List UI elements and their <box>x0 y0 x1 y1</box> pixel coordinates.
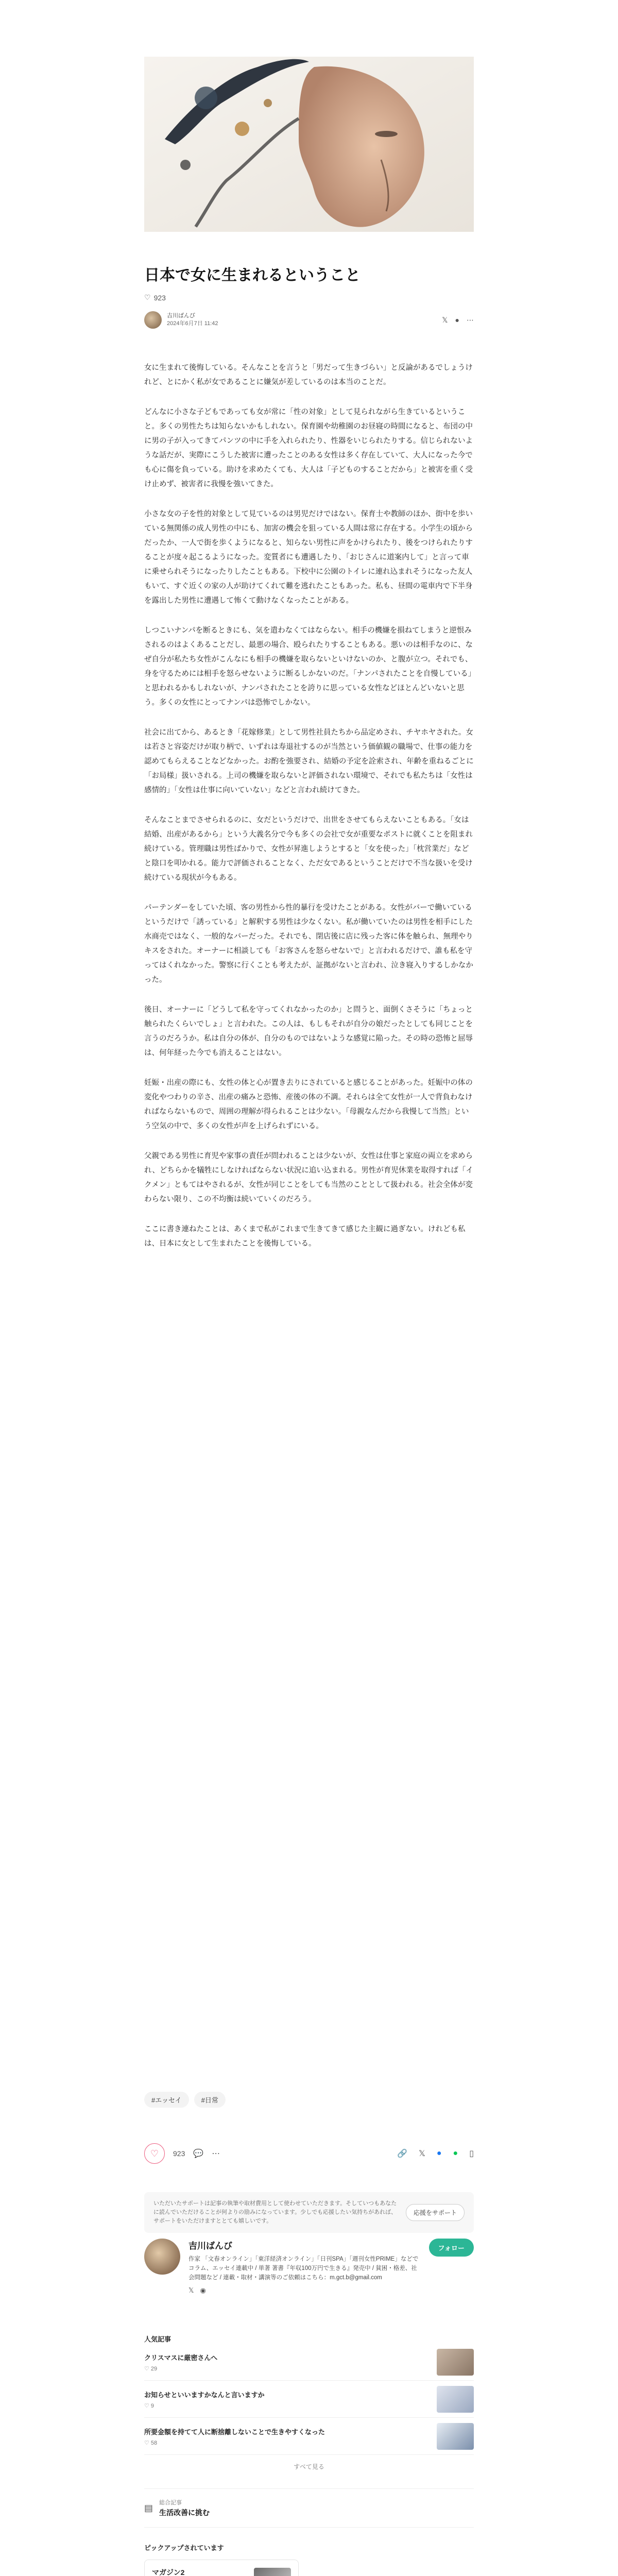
magazine-row[interactable] <box>144 2488 474 2528</box>
popular-item[interactable] <box>144 2344 474 2381</box>
publish-date: 2024年6月7日 11:42 <box>167 320 218 327</box>
article-paragraph: しつこいナンパを断るときにも、気を遣わなくてはならない。相手の機嫌を損ねてしまうと逆恨みされるのはよくあることだし、最悪の場合、殴られたりすることもある。悪いのは相手なのに、なぜ自分が私たち女性がこんなにも相手の機嫌を取らないといけないのか、と腹が立つ。それでも、身を守るためには相手を怒らせないように断るしかないのだ。「ナンパされたことを自慢している」と思われるかもしれないが、ナンパされたことを誇りに思っている女性などほとんどいないと思う。多くの女性にとってナンパは恐怖でしかない。 <box>144 626 473 707</box>
article-header <box>144 265 474 329</box>
magazine-icon: ▤ <box>144 2502 153 2513</box>
share-actions <box>397 2148 474 2159</box>
popular-item-thumbnail <box>437 2423 474 2450</box>
popular-item-thumbnail <box>437 2349 474 2376</box>
support-box <box>144 2192 474 2233</box>
article-paragraph: そんなことまでさせられるのに、女だというだけで、出世をさせてもらえないこともある。「女は結婚、出産があるから」という大義名分で今も多くの会社で女が重要なポストに就くことを阻まれ続けている。管理職は男性ばかりで、女性が昇進しようとすると「女を使った」「枕営業だ」などと陰口を叩かれる。能力で評価されることなく、ただ女であるということだけで不当な扱いを受け続けている現状が今もある。 <box>144 816 473 882</box>
picked-magazine-thumbnail <box>254 2568 291 2576</box>
popular-item[interactable] <box>144 2418 474 2455</box>
facebook-share-icon[interactable]: ● <box>455 316 459 324</box>
profile-avatar[interactable] <box>144 2239 180 2275</box>
like-button[interactable] <box>144 2143 165 2164</box>
support-button[interactable]: 応援をサポート <box>406 2204 465 2221</box>
profile-bio: 作家 「文春オンライン」「東洋経済オンライン」「日刊SPA」「週刊女性PRIME」などでコラム、エッセイ連載中 / 単著 著書『年収100万円で生きる』発売中 / 貧困・格差、社会問題など / 連載・取材・講演等のご依頼はこちら：m.gct.b@gmail.com <box>188 2256 419 2281</box>
follow-button[interactable]: フォロー <box>429 2239 474 2257</box>
likes-summary[interactable] <box>144 293 474 302</box>
picked-heading: ピックアップされています <box>144 2544 224 2552</box>
heart-icon: ♡ <box>150 2148 159 2159</box>
article-body <box>144 361 474 1266</box>
article-paragraph: 後日、オーナーに「どうして私を守ってくれなかったのか」と問うと、面倒くさそうに「ちょっと触られたくらいでしょ」と言われた。この人は、もしもそれが自分の娘だったとしても同じことを言うのだろうか。私は自分の体が、自分のものではないような感覚に陥った。その時の恐怖と屈辱は、何年経った今でも消えることはない。 <box>144 1006 473 1057</box>
author-avatar[interactable] <box>144 311 162 329</box>
popular-item-title: クリスマスに厳密さんへ <box>144 2353 218 2362</box>
share-icons <box>442 316 474 325</box>
article-paragraph: ここに書き連ねたことは、あくまで私がこれまで生きてきて感じた主観に過ぎない。けれども私は、日本に女として生まれたことを後悔している。 <box>144 1225 466 1248</box>
x-share-icon[interactable]: 𝕏 <box>442 315 448 324</box>
see-all-link[interactable]: すべて見る <box>294 2463 324 2470</box>
picked-magazine-card[interactable] <box>144 2560 299 2576</box>
more-share-icon[interactable]: ⋯ <box>467 315 474 324</box>
profile-name[interactable]: 吉川ばんび <box>188 2241 232 2251</box>
author-meta <box>167 312 218 328</box>
like-count: 923 <box>173 2149 185 2158</box>
article-paragraph: どんなに小さな子どもであっても女が常に「性の対象」として見られながら生きているということ。多くの男性たちは知らないかもしれない。保育園や幼稚園のお昼寝の時間になると、布団の中に男の子が入ってきてパンツの中に手を入れられたり、性器をいじられたりする。信じられないような話だが、実際にこうした被害に遭ったことのある女性は多く存在していて、大人になった今でも心に傷を負っている。助けを求めたくても、大人は「子どものすることだから」と被害を重く受け止めず、被害者に我慢を強いてきた。 <box>144 408 473 488</box>
picked-magazine-name: マガジン2 <box>152 2568 185 2576</box>
popular-heading: 人気記事 <box>144 2335 171 2343</box>
rss-icon[interactable]: ◉ <box>200 2286 206 2294</box>
popular-item-likes: ♡ 58 <box>144 2439 158 2446</box>
line-share-icon[interactable]: ● <box>453 2149 458 2158</box>
tag-chip[interactable]: #日常 <box>194 2092 226 2108</box>
bookmark-icon[interactable]: ▯ <box>469 2149 474 2158</box>
profile-sns <box>188 2286 421 2295</box>
article-paragraph: 社会に出てから、あるとき「花嫁修業」として男性社員たちから品定めされ、チヤホヤされた。女は若さと容姿だけが取り柄で、いずれは寿退社するのが当然という価値観の職場で、仕事の能力を認めてもらえることなどなかった。お酌を強要され、結婚の予定を詮索され、年齢を重ねるごとに「お局様」扱いされる。上司の機嫌を取らないと評価されない環境で、それでも私たちは「女性は感情的」「女性は仕事に向いていない」などと言われ続けてきた。 <box>144 728 474 794</box>
x-share-icon[interactable]: 𝕏 <box>418 2149 425 2158</box>
hero-image <box>144 57 474 232</box>
like-count: 923 <box>153 293 166 302</box>
article-title: 日本で女に生まれるということ <box>144 267 360 284</box>
author-profile <box>144 2239 474 2295</box>
article-paragraph: 父親である男性に育児や家事の責任が問われることは少ないが、女性は仕事と家庭の両立を求められ、どちらかを犠牲にしなければならない状況に追い込まれる。男性が育児休業を取得すれば「イクメン」ともてはやされるが、女性が同じことをしても当然のこととして扱われる。社会全体が変わらない限り、この不均衡は続いていくのだろう。 <box>144 1152 473 1204</box>
support-text: いただいたサポートは記事の執筆や取材費用として使わせていただきます。そしていつもあなたに読んでいただけることが何よりの励みになっています。少しでも応援したい気持ちがあれば、サポートをいただけますととても嬉しいです。 <box>153 2200 397 2224</box>
popular-item-title: 所要金額を持てて人に断捨離しないことで生きやすくなった <box>144 2428 325 2436</box>
comment-icon[interactable]: 💬 <box>193 2149 204 2158</box>
popular-articles <box>144 2334 474 2471</box>
popular-item-likes: ♡ 9 <box>144 2402 154 2409</box>
popular-item[interactable] <box>144 2381 474 2418</box>
facebook-share-icon[interactable]: ● <box>436 2149 442 2158</box>
article-paragraph: パーテンダーをしていた頃、客の男性から性的暴行を受けたことがある。女性がバーで働いているというだけで「誘っている」と解釈する男性は少なくない。私が働いていたのは男性を相手にした水商売ではなく、一般的なバーだった。それでも、閉店後に店に残った客に体を触られ、無理やりキスをされた。オーナーに相談しても「お客さんを怒らせないで」と言われるだけで、誰も私を守ってはくれなかった。警察に行くことも考えたが、証拠がないと言われ、泣き寝入りするしかなかった。 <box>144 904 473 984</box>
x-icon[interactable]: 𝕏 <box>188 2286 194 2294</box>
article-paragraph: 小さな女の子を性的対象として見ているのは男児だけではない。保育士や教師のほか、街中を歩いている無関係の成人男性の中にも、加害の機会を狙っている人間は常に存在する。小学生の頃からだったか、一人で街を歩くようになると、知らない男性に声をかけられたり、後をつけられたりすることが度々起こるようになった。変質者にも遭遇したり、「おじさんに道案内して」と言って車に乗せられそうになったりしたこともある。下校中に公園のトイレに連れ込まれそうになった友人もいて、すぐ近くの家の人が助けてくれて難を逃れたこともあった。私も、昼間の電車内で下半身を露出した男性に遭遇して怖くて動けなくなったことがある。 <box>144 510 473 605</box>
picked-section <box>144 2543 474 2576</box>
heart-icon: ♡ <box>144 293 151 301</box>
author-row <box>144 311 474 329</box>
link-icon[interactable]: 🔗 <box>397 2149 407 2158</box>
article-paragraph: 女に生まれて後悔している。そんなことを言うと「男だって生きづらい」と反論があるでしょうけれど、とにかく私が女であることに嫌気が差しているのは本当のことだ。 <box>144 364 473 386</box>
profile-body <box>188 2239 421 2295</box>
more-icon[interactable]: ⋯ <box>212 2149 220 2158</box>
popular-item-title: お知らせといいますかなんと言いますか <box>144 2391 265 2399</box>
magazine-title: 生活改善に挑む <box>159 2509 210 2517</box>
popular-item-thumbnail <box>437 2386 474 2413</box>
article-paragraph: 妊娠・出産の際にも、女性の体と心が置き去りにされていると感じることがあった。妊娠中の体の変化やつわりの辛さ、出産の痛みと恐怖、産後の体の不調。それらは全て女性が一人で背負わなければならないもので、周囲の理解が得られることは少ない。「母親なんだから我慢して当然」という空気の中で、多くの女性が声を上げられずにいる。 <box>144 1079 473 1130</box>
popular-item-likes: ♡ 29 <box>144 2365 158 2372</box>
action-bar <box>144 2143 474 2164</box>
magazine-label: 総合記事 <box>159 2500 182 2506</box>
tag-list <box>144 2092 226 2108</box>
author-name[interactable]: 吉川ばんび <box>167 313 195 319</box>
tag-chip[interactable]: #エッセイ <box>144 2092 189 2108</box>
